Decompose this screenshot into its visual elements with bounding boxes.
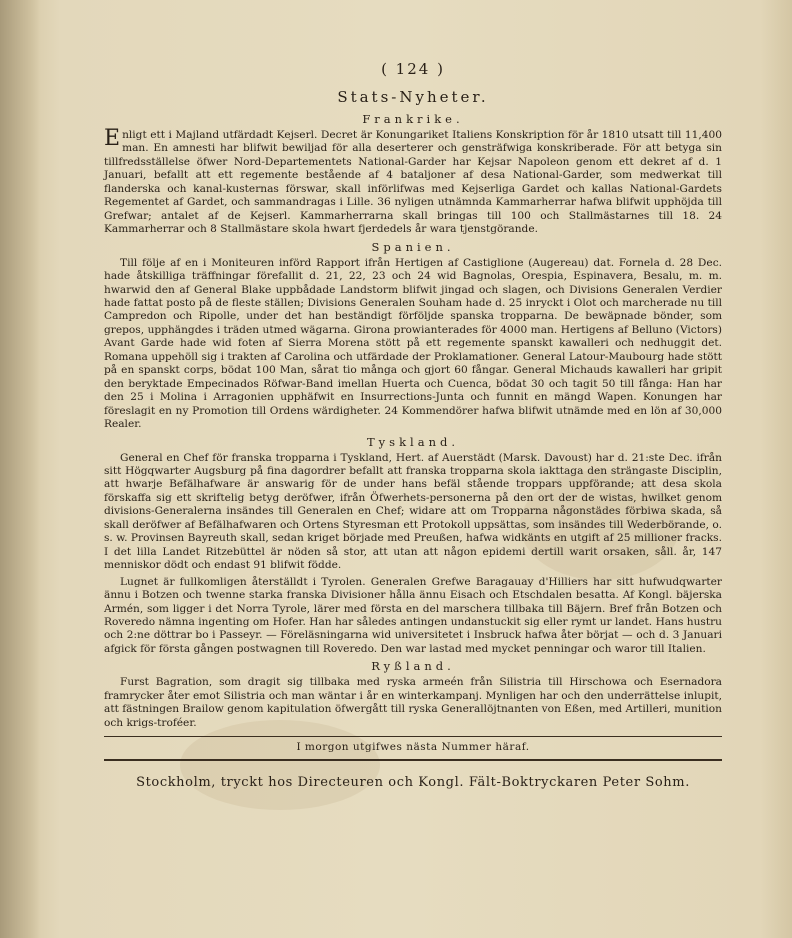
article-paragraph: General en Chef för franska tropparna i Tyskland, Hert. af Auerstädt (Marsk. Davoust) har d. 21:ste Dec. ifrån sitt Högqwarter Augsburg på fina dagordrer befallt att franska tropparna skola iakttaga den strängaste Disciplin, att hwarje Befälhafware är answarig för de under hans befäl stående troppars uppförande; att desa skola förskaffa sig ett skriftelig betyg deröfwer, ifrån Öfwerhets-personerna på den ort der de wistas, hwilket genom divisions-Generalerna insändes till Generalen en Chef; widare att om Tropparna någonstädes förbiwa skada, så skall deröfwer af Befälhafwaren och Ortens Styresman ett Protokoll uppsättas, som insändes till Wederbörande, o. s. w. Provinsen Bayreuth skall, sedan kriget började med Preußen, hafwa widkänts en utgift af 25 millioner fracks. I det lilla Landet Ritzebüttel är nöden så stor, att utan att någon epidemi dertill warit orsaken, såll. år, 147 menniskor dödt och endast 91 blifwit födde.	[104, 451, 722, 572]
page-content	[104, 60, 722, 790]
article-paragraph: Lugnet är fullkomligen återställdt i Tyrolen. Generalen Grefwe Baragauay d'Hilliers har sitt hufwudqwarter ännu i Botzen och twenne starka franska Divisioner hålla ännu Eisach och Etschdalen besatta. Af Kongl. bäjerska Armén, som ligger i det Norra Tyrole, lärer med första en del marschera tillbaka till Bäjern. Bref från Botzen och Roveredo nämna ingenting om Hofer. Han har således antingen undanstuckit sig eller rymt ur landet. Hans hustru och 2:ne döttrar bo i Passeyr. — Föreläsningarna wid universitetet i Insbruck hafwa åter börjat — och d. 3 Januari afgick för första gången postwagnen till Roveredo. Den war lastad med mycket penningar och waror till Italien.	[104, 575, 722, 655]
section-title: Ryßland.	[371, 659, 455, 674]
next-issue-notice: I morgon utgifwes nästa Nummer häraf.	[296, 741, 530, 754]
page-binding-shadow	[0, 0, 40, 938]
section-frankrike	[104, 112, 722, 237]
section-ryssland	[104, 659, 722, 730]
section-tyskland	[104, 435, 722, 657]
section-spanien	[104, 240, 722, 432]
section-title: Tyskland.	[367, 434, 459, 449]
page-heading: Stats-Nyheter.	[337, 88, 489, 106]
article-paragraph: Till följe af en i Moniteuren införd Rapport ifrån Hertigen af Castiglione (Augereau) dat. Fornela d. 28 Dec. hade åtskilliga träffningar förefallit d. 21, 22, 23 och 24 wid Bagnolas, Orespia, Espinavera, Besalu, m. m. hwarwid den af General Blake uppbådade Landstorm blifwit jingad och slagen, och Divisions Generalen Verdier hade fattat posto på de fleste ställen; Divisions Generalen Souham hade d. 25 inryckt i Olot och marcherade nu till Campredon och Ripolle, under det han beständigt förföljde spanska tropparna. De bewäpnade bönder, som grepos, upphängdes i träden utmed wägarna. Girona prowianterades för 4000 man. Hertigens af Belluno (Victors) Avant Garde hade wid foten af Sierra Morena stött på ett regemente spanskt kawalleri och nedhuggit det. Romana uppehöll sig i trakten af Carolina och utfärdade der Proklamationer. General Latour-Maubourg hade stött på en spanskt corps, bödat 100 Man, sårat tio många och gjort 60 fångar. General Michauds kawalleri har gripit den beryktade Empecinados Röfwar-Band imellan Huerta och Cuenca, bödat 30 och tagit 50 till fånga: Han har den 25 i Molina i Arragonien upphäfwit en Insurrections-Junta och funnit en mängd Wapen. Konungen har föreslagit en ny Promotion till Ordens wärdigheter. 24 Kommendörer hafwa blifwit utnämde med en lön af 30,000 Realer.	[104, 256, 722, 431]
article-paragraph: Furst Bagration, som dragit sig tillbaka med ryska armeén från Silistria till Hirschowa och Esernadora framrycker åter emot Silistria och man wäntar i år en winterkampanj. Mynligen har och den underrättelse inlupit, att fästningen Brailow genom kapitulation öfwergått till ryska Generallöjtnanten von Eßen, med Artilleri, munition och krigs-troféer.	[104, 676, 722, 729]
section-title: Spanien.	[371, 239, 455, 254]
page-number: ( 124 )	[381, 60, 445, 78]
section-title: Frankrike.	[362, 112, 464, 126]
printer-imprint: Stockholm, tryckt hos Directeuren och Kongl. Fält-Boktryckaren Peter Sohm.	[136, 775, 690, 791]
article-paragraph: Enligt ett i Majland utfärdadt Kejserl. Decret är Konungariket Italiens Konskription för år 1810 utsatt till 11,400 man. En amnesti har blifwit bewiljad för alla deserterer och gensträfwiga konskriberade. För att betyga sin tillfredsställelse öfwer Nord-Departementets National-Garder har Kejsar Napoleon genom ett dekret af d. 1 Januari, befallt att ett regemente bestående af 4 bataljoner af desa National-Garder, som medwerkat till flanderska och kanal-kusternas förswar, skall införlifwas med Kejserliga Gardet och kallas National-Gardets Regementet af Gardet, och sammandragas i Lille. 36 nyligen utnämnda Kammarherrar hafwa blifwit upphöjda till Grefwar; antalet af de Kejserl. Kammarherrarna skall bringas till 100 och Stallmästarnes till 18. 24 Kammarherrar och 8 Stallmästare skola hwart fjerdedels år wara tjenstgörande.	[104, 126, 722, 236]
divider-line	[104, 759, 722, 761]
drop-cap-letter: E	[104, 126, 121, 151]
divider-line	[104, 736, 722, 737]
